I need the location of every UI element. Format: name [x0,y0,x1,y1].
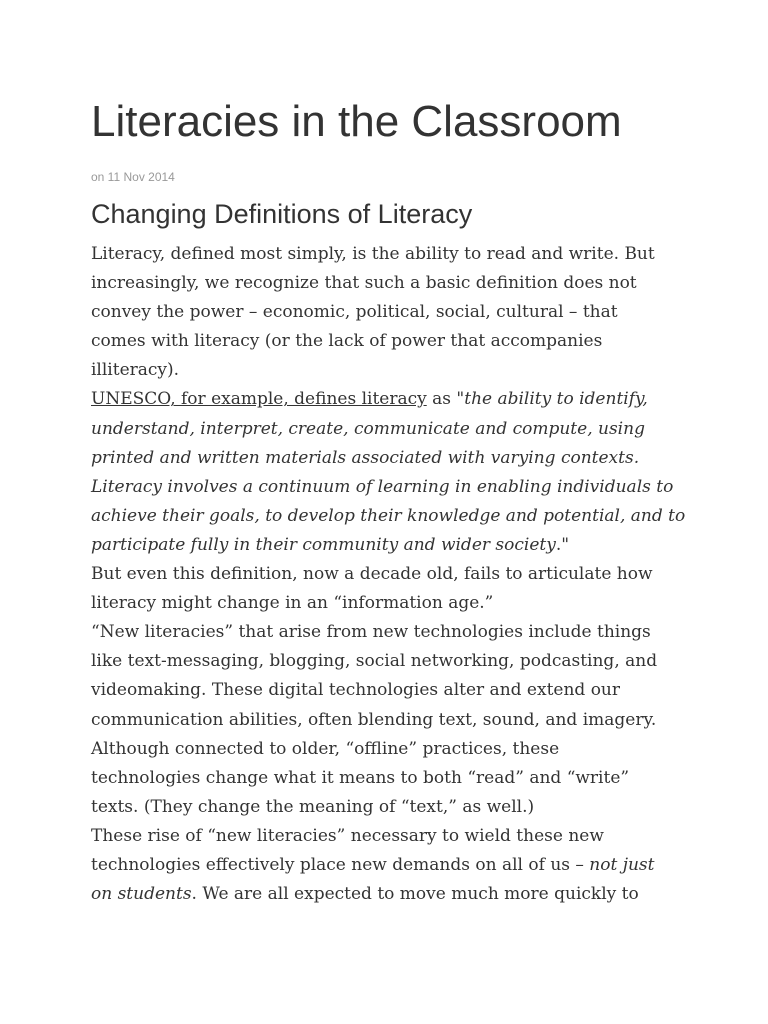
text-line: texts. (They change the meaning of “text,” as well.) [91,796,535,817]
post-date: on 11 Nov 2014 [91,170,175,184]
text-line: technologies change what it means to both “read” and “write” [91,767,630,788]
quote-text: printed and written materials associated with varying contexts. [91,447,640,468]
text-line [91,415,691,444]
text-line: like text-messaging, blogging, social networking, podcasting, and [91,651,658,672]
text-line [91,531,691,560]
text-line: Literacy, defined most simply, is the ability to read and write. But [91,244,655,264]
text-line: These rise of “new literacies” necessary to wield these new [91,825,604,846]
text-line [91,502,691,531]
emphasis-text: on students [91,884,192,905]
quote-text: the ability to identify, [464,389,648,410]
text-line: videomaking. These digital technologies alter and extend our [91,680,621,701]
text-line: “New literacies” that arise from new technologies include things [91,622,651,643]
article-body [91,240,691,909]
text-segment: . We are all expected to move much more quickly to [191,884,639,905]
section-heading: Changing Definitions of Literacy [91,199,473,229]
text-line: convey the power – economic, political, social, cultural – that [91,302,618,323]
text-line [91,385,691,414]
text-line: increasingly, we recognize that such a basic definition does not [91,273,637,294]
text-line: communication abilities, often blending text, sound, and imagery. [91,709,657,730]
page-title: Literacies in the Classroom [91,97,622,146]
quote-text: understand, interpret, create, communicate and compute, using [91,418,645,439]
paragraph-new-literacies [91,618,691,822]
emphasis-text: not just [589,854,655,875]
text-line: illiteracy). [91,360,180,381]
paragraph-information-age [91,560,691,618]
text-line [91,880,691,909]
quote-text: achieve their goals, to develop their knowledge and potential, and to [91,505,686,526]
unesco-link[interactable]: UNESCO, for example, defines literacy [91,389,427,410]
quote-lead: as " [426,389,465,410]
quote-text: Literacy involves a continuum of learning in enabling individuals to [91,476,674,497]
text-line: comes with literacy (or the lack of power that accompanies [91,331,603,352]
paragraph-definition [91,240,691,385]
text-line [91,851,691,880]
text-line [91,444,691,473]
text-line: Although connected to older, “offline” practices, these [91,738,560,759]
quote-close: ." [555,534,570,555]
text-line: literacy might change in an “information age.” [91,593,494,614]
text-line [91,473,691,502]
paragraph-demands [91,822,691,909]
text-line: But even this definition, now a decade old, fails to articulate how [91,564,653,585]
text-segment: technologies effectively place new demands on all of us – [91,854,590,875]
quote-text: participate fully in their community and wider society [91,534,556,555]
paragraph-unesco [91,385,691,560]
